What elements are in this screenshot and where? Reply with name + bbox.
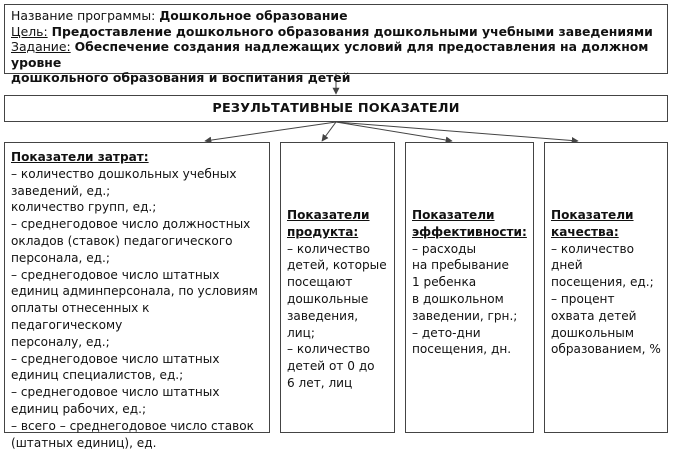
list-item: – процент (551, 291, 615, 306)
product-indicators-title-2: продукта: (287, 224, 359, 239)
list-item: количество групп, ед.; (11, 200, 157, 215)
list-item: персонала, ед.; (11, 250, 110, 265)
efficiency-indicators-content (412, 207, 527, 358)
list-item: персоналу, ед.; (11, 334, 110, 349)
efficiency-indicators-title-1: Показатели (412, 208, 495, 222)
list-item: – среднегодовое число штатных (11, 351, 220, 366)
list-item: детей, которые (287, 258, 387, 273)
quality-indicators-title-1: Показатели (551, 208, 634, 222)
list-item: дошкольным (551, 325, 634, 340)
program-task-value-2: дошкольного образования и воспитания детей (11, 70, 351, 85)
program-name-value: Дошкольное образование (159, 8, 348, 23)
program-task-label: Задание: (11, 39, 71, 54)
program-goal-value: Предоставление дошкольного образования дошкольными учебными заведениями (51, 23, 653, 39)
list-item: – среднегодовое число штатных (11, 385, 220, 400)
list-item: единиц рабочих, ед.; (11, 401, 147, 416)
list-item: (штатных единиц), ед. (11, 435, 157, 450)
list-item: заведения, лиц; (287, 308, 359, 340)
list-item: на пребывание (412, 258, 509, 273)
list-item: в дошкольном (412, 291, 504, 306)
list-item: детей от 0 до (287, 359, 375, 374)
list-item: заведений, ед.; (11, 183, 111, 198)
list-item: оплаты отнесенных к педагогическому (11, 301, 150, 332)
list-item: дошкольные (287, 291, 369, 306)
list-item: – среднегодовое число штатных (11, 267, 220, 282)
list-item: посещения, ед.; (551, 275, 654, 290)
list-item: единиц специалистов, ед.; (11, 368, 184, 383)
program-goal-label: Цель: (11, 23, 48, 39)
list-item: 1 ребенка (412, 275, 477, 290)
results-title-box (4, 95, 668, 122)
results-title: РЕЗУЛЬТАТИВНЫЕ ПОКАЗАТЕЛИ (212, 101, 460, 116)
arrow-to-costs (205, 122, 336, 141)
program-goal-line (11, 24, 661, 40)
list-item: – количество (551, 241, 634, 256)
product-indicators-title-1: Показатели (287, 208, 370, 222)
list-item: окладов (ставок) педагогического (11, 233, 233, 248)
efficiency-indicators-box (405, 142, 534, 433)
list-item: заведении, грн.; (412, 308, 518, 323)
cost-indicators-box (4, 142, 270, 450)
list-item: единиц админперсонала, по условиям (11, 284, 258, 299)
list-item: – количество (287, 241, 370, 256)
list-item: 6 лет, лиц (287, 375, 353, 390)
list-item: образованием, % (551, 342, 661, 357)
list-item: посещения, дн. (412, 342, 512, 357)
program-name-label: Название программы: (11, 8, 156, 23)
list-item: посещают (287, 275, 353, 290)
product-indicators-content (287, 207, 388, 392)
list-item: – количество (287, 342, 370, 357)
program-task-line-2 (11, 70, 661, 86)
quality-indicators-title-2: качества: (551, 224, 619, 239)
program-info-box (4, 4, 668, 85)
arrow-to-quality (336, 122, 578, 141)
product-indicators-box (280, 142, 395, 433)
list-item: – среднегодовое число должностных (11, 217, 251, 232)
list-item: – всего – среднегодовое число ставок (11, 418, 254, 433)
efficiency-indicators-title-2: эффективности: (412, 224, 527, 239)
arrow-to-product (322, 122, 336, 141)
program-task-value-1: Обеспечение создания надлежащих условий для предоставления на должном уровне (11, 39, 649, 70)
program-task-line (11, 39, 661, 70)
list-item: – количество дошкольных учебных (11, 166, 237, 181)
quality-indicators-box (544, 142, 668, 433)
list-item: охвата детей (551, 308, 637, 323)
list-item: – расходы (412, 241, 477, 256)
quality-indicators-content (551, 207, 661, 358)
cost-indicators-title: Показатели затрат: (11, 150, 149, 164)
list-item: дней (551, 258, 583, 273)
list-item: – дето-дни (412, 325, 481, 340)
program-name-line (11, 8, 661, 24)
arrow-to-efficiency (336, 122, 452, 141)
